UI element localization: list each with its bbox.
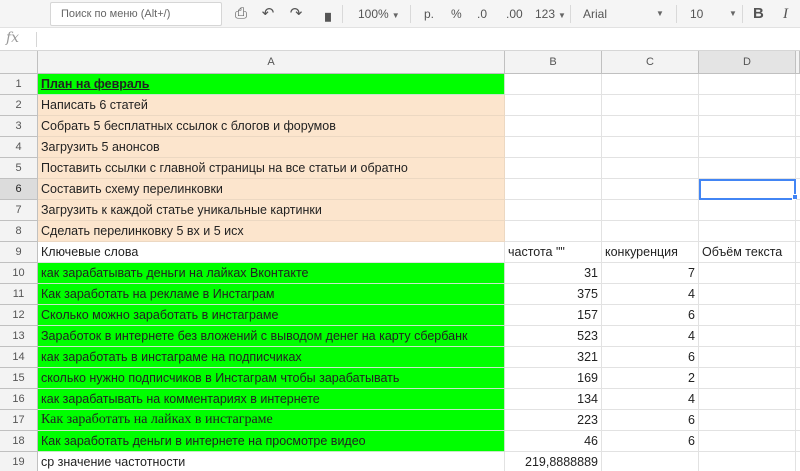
- row-header[interactable]: 3: [0, 116, 38, 137]
- cell-e18[interactable]: [796, 431, 800, 452]
- column-header-a[interactable]: A: [38, 51, 505, 74]
- cell-a10[interactable]: как зарабатывать деньги на лайках Вконтакте: [38, 263, 505, 284]
- table-row: [0, 116, 800, 137]
- cell-a13[interactable]: Заработок в интернете без вложений с выводом денег на карту сбербанк: [38, 326, 505, 347]
- cell-d6-selected[interactable]: [699, 179, 796, 200]
- cell-e14[interactable]: [796, 347, 800, 368]
- cell-b16[interactable]: 134: [505, 389, 602, 410]
- cell-d13[interactable]: [699, 326, 796, 347]
- cell-a7[interactable]: Загрузить к каждой статье уникальные картинки: [38, 200, 505, 221]
- cell-a19[interactable]: ср значение частотности: [38, 452, 505, 471]
- cell-b4[interactable]: [505, 137, 602, 158]
- cell-b13[interactable]: 523: [505, 326, 602, 347]
- cell-e2[interactable]: [796, 95, 800, 116]
- cell-c19[interactable]: [602, 452, 699, 471]
- font-family-select[interactable]: [583, 0, 663, 28]
- chevron-down-icon: ▼: [729, 9, 737, 18]
- table-row: [0, 95, 800, 116]
- cell-c2[interactable]: [602, 95, 699, 116]
- cell-a2[interactable]: Написать 6 статей: [38, 95, 505, 116]
- select-all-corner[interactable]: [0, 51, 38, 74]
- cell-d1[interactable]: [699, 74, 796, 95]
- cell-e4[interactable]: [796, 137, 800, 158]
- table-row: [0, 221, 800, 242]
- table-row: [0, 347, 800, 368]
- cell-a3[interactable]: Собрать 5 бесплатных ссылок с блогов и форумов: [38, 116, 505, 137]
- cell-b17[interactable]: 223: [505, 410, 602, 431]
- paint-format-icon[interactable]: ▗: [319, 5, 331, 22]
- row-header[interactable]: 2: [0, 95, 38, 116]
- cell-e16[interactable]: [796, 389, 800, 410]
- row-header[interactable]: 12: [0, 305, 38, 326]
- table-row: [0, 305, 800, 326]
- table-row: [0, 137, 800, 158]
- table-row: [0, 179, 800, 200]
- cell-e19[interactable]: [796, 452, 800, 471]
- toolbar-divider: [676, 5, 677, 23]
- increase-decimals-button[interactable]: .00: [506, 7, 523, 21]
- cell-e8[interactable]: [796, 221, 800, 242]
- cell-d9[interactable]: Объём текста: [699, 242, 796, 263]
- cell-a14[interactable]: как заработать в инстаграме на подписчиках: [38, 347, 505, 368]
- row-header[interactable]: 9: [0, 242, 38, 263]
- row-header[interactable]: 18: [0, 431, 38, 452]
- table-row: [0, 389, 800, 410]
- cell-b14[interactable]: 321: [505, 347, 602, 368]
- chevron-down-icon: ▼: [558, 11, 566, 20]
- toolbar: [0, 0, 800, 28]
- row-header[interactable]: 15: [0, 368, 38, 389]
- column-header-d[interactable]: D: [699, 51, 796, 74]
- table-row: [0, 284, 800, 305]
- table-row: [0, 158, 800, 179]
- row-header[interactable]: 13: [0, 326, 38, 347]
- cell-b19[interactable]: 219,8888889: [505, 452, 602, 471]
- cell-e10[interactable]: [796, 263, 800, 284]
- cell-c18[interactable]: 6: [602, 431, 699, 452]
- cell-c6[interactable]: [602, 179, 699, 200]
- zoom-select[interactable]: [358, 0, 400, 28]
- cell-b8[interactable]: [505, 221, 602, 242]
- cell-a4[interactable]: Загрузить 5 анонсов: [38, 137, 505, 158]
- table-row: [0, 368, 800, 389]
- row-header[interactable]: 8: [0, 221, 38, 242]
- cell-c10[interactable]: 7: [602, 263, 699, 284]
- row-header[interactable]: 4: [0, 137, 38, 158]
- row-header[interactable]: 17: [0, 410, 38, 431]
- cell-d3[interactable]: [699, 116, 796, 137]
- cell-e13[interactable]: [796, 326, 800, 347]
- cell-b12[interactable]: 157: [505, 305, 602, 326]
- row-header[interactable]: 1: [0, 74, 38, 95]
- row-header[interactable]: 14: [0, 347, 38, 368]
- cell-c11[interactable]: 4: [602, 284, 699, 305]
- cell-a12[interactable]: Сколько можно заработать в инстаграме: [38, 305, 505, 326]
- cell-d18[interactable]: [699, 431, 796, 452]
- cell-b10[interactable]: 31: [505, 263, 602, 284]
- cell-c3[interactable]: [602, 116, 699, 137]
- cell-a6[interactable]: Составить схему перелинковки: [38, 179, 505, 200]
- cell-c4[interactable]: [602, 137, 699, 158]
- cell-a15[interactable]: сколько нужно подписчиков в Инстаграм чтобы зарабатывать: [38, 368, 505, 389]
- redo-icon[interactable]: ↷: [289, 5, 303, 22]
- cell-a11[interactable]: Как заработать на рекламе в Инстаграм: [38, 284, 505, 305]
- cell-a18[interactable]: Как заработать деньги в интернете на просмотре видео: [38, 431, 505, 452]
- cell-e6[interactable]: [796, 179, 800, 200]
- print-icon[interactable]: ⎙: [234, 5, 247, 22]
- cell-e7[interactable]: [796, 200, 800, 221]
- cell-b2[interactable]: [505, 95, 602, 116]
- zoom-value: 100%: [358, 7, 389, 21]
- cell-e9[interactable]: [796, 242, 800, 263]
- cell-d15[interactable]: [699, 368, 796, 389]
- cell-c12[interactable]: 6: [602, 305, 699, 326]
- cell-c13[interactable]: 4: [602, 326, 699, 347]
- table-row: [0, 326, 800, 347]
- cell-b18[interactable]: 46: [505, 431, 602, 452]
- cell-d4[interactable]: [699, 137, 796, 158]
- cell-a16[interactable]: как зарабатывать на комментариях в интернете: [38, 389, 505, 410]
- row-header[interactable]: 5: [0, 158, 38, 179]
- cell-b1[interactable]: [505, 74, 602, 95]
- fx-icon: fx: [6, 30, 20, 46]
- toolbar-divider: [410, 5, 411, 23]
- currency-format-button[interactable]: р.: [424, 7, 435, 21]
- row-header[interactable]: 6: [0, 179, 38, 200]
- cell-c7[interactable]: [602, 200, 699, 221]
- cell-c8[interactable]: [602, 221, 699, 242]
- cell-b3[interactable]: [505, 116, 602, 137]
- cell-d16[interactable]: [699, 389, 796, 410]
- cell-e1[interactable]: [796, 74, 800, 95]
- cell-c15[interactable]: 2: [602, 368, 699, 389]
- column-header-e[interactable]: [796, 51, 800, 74]
- table-row: [0, 452, 800, 471]
- cell-a1[interactable]: План на февраль: [38, 74, 505, 95]
- table-row: [0, 74, 800, 95]
- cell-d12[interactable]: [699, 305, 796, 326]
- table-row: [0, 410, 800, 431]
- table-row: [0, 431, 800, 452]
- cell-a17[interactable]: Как заработать на лайках в инстаграме: [38, 410, 505, 431]
- percent-format-button[interactable]: %: [451, 7, 462, 21]
- cell-c16[interactable]: 4: [602, 389, 699, 410]
- cell-a9[interactable]: Ключевые слова: [38, 242, 505, 263]
- table-row: [0, 242, 800, 263]
- number-format-label: 123: [535, 7, 556, 21]
- row-header[interactable]: 7: [0, 200, 38, 221]
- bold-button[interactable]: B: [753, 5, 764, 22]
- font-size-value: 10: [690, 7, 704, 21]
- cell-e5[interactable]: [796, 158, 800, 179]
- cell-b15[interactable]: 169: [505, 368, 602, 389]
- font-family-value: Arial: [583, 7, 608, 21]
- undo-icon[interactable]: ↶: [261, 5, 275, 22]
- toolbar-divider: [570, 5, 571, 23]
- cell-e12[interactable]: [796, 305, 800, 326]
- cell-a8[interactable]: Сделать перелинковку 5 вх и 5 исх: [38, 221, 505, 242]
- formula-bar: [0, 28, 800, 51]
- row-header[interactable]: 10: [0, 263, 38, 284]
- chevron-down-icon: ▼: [391, 11, 400, 20]
- cell-c5[interactable]: [602, 158, 699, 179]
- column-header-c[interactable]: C: [602, 51, 699, 74]
- cell-a5[interactable]: Поставить ссылки с главной страницы на все статьи и обратно: [38, 158, 505, 179]
- row-header[interactable]: 19: [0, 452, 38, 471]
- cell-d5[interactable]: [699, 158, 796, 179]
- decrease-decimals-button[interactable]: .0: [477, 7, 488, 21]
- cell-e3[interactable]: [796, 116, 800, 137]
- spreadsheet-grid: [0, 51, 800, 471]
- cell-b5[interactable]: [505, 158, 602, 179]
- cell-c1[interactable]: [602, 74, 699, 95]
- table-row: [0, 263, 800, 284]
- chevron-down-icon: ▼: [656, 9, 664, 18]
- cell-d11[interactable]: [699, 284, 796, 305]
- table-row: [0, 200, 800, 221]
- cell-e11[interactable]: [796, 284, 800, 305]
- column-header-b[interactable]: B: [505, 51, 602, 74]
- cell-d8[interactable]: [699, 221, 796, 242]
- font-size-select[interactable]: [690, 0, 740, 28]
- cell-d17[interactable]: [699, 410, 796, 431]
- cell-b6[interactable]: [505, 179, 602, 200]
- toolbar-divider: [742, 5, 743, 23]
- cell-d7[interactable]: [699, 200, 796, 221]
- row-header[interactable]: 11: [0, 284, 38, 305]
- row-header[interactable]: 16: [0, 389, 38, 410]
- cell-e17[interactable]: [796, 410, 800, 431]
- menu-search-input[interactable]: Поиск по меню (Alt+/): [50, 2, 222, 26]
- cell-d10[interactable]: [699, 263, 796, 284]
- cell-b7[interactable]: [505, 200, 602, 221]
- cell-c14[interactable]: 6: [602, 347, 699, 368]
- cell-b11[interactable]: 375: [505, 284, 602, 305]
- toolbar-divider: [342, 5, 343, 23]
- cell-d19[interactable]: [699, 452, 796, 471]
- number-format-select[interactable]: [535, 0, 566, 28]
- italic-button[interactable]: I: [783, 6, 788, 22]
- cell-c17[interactable]: 6: [602, 410, 699, 431]
- cell-d2[interactable]: [699, 95, 796, 116]
- cell-c9[interactable]: конкуренция: [602, 242, 699, 263]
- cell-d14[interactable]: [699, 347, 796, 368]
- formula-bar-divider: [36, 32, 37, 47]
- cell-e15[interactable]: [796, 368, 800, 389]
- cell-b9[interactable]: частота "": [505, 242, 602, 263]
